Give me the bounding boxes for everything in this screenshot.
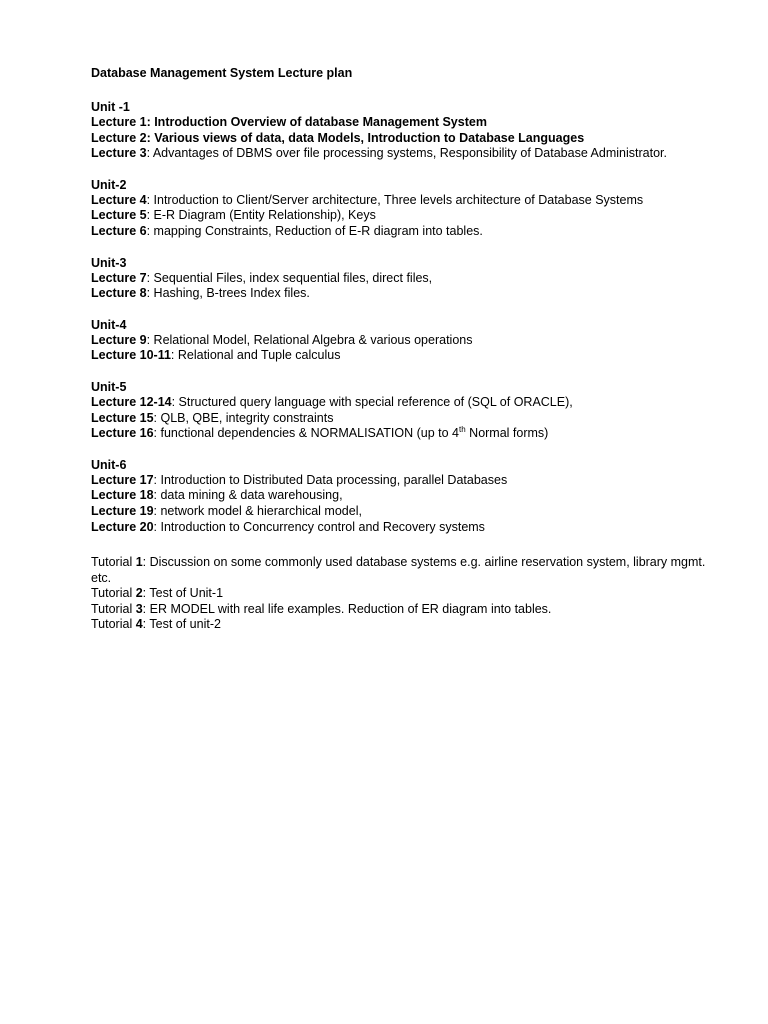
- lecture-line: [91, 224, 711, 240]
- lecture-description: : data mining & data warehousing,: [153, 488, 343, 503]
- lecture-line: [91, 146, 711, 162]
- unit-section: [91, 317, 711, 364]
- lecture-line: [91, 473, 711, 489]
- tutorial-prefix: Tutorial: [91, 601, 136, 616]
- lecture-label: Lecture 3: [91, 146, 147, 161]
- lecture-line: [91, 426, 711, 442]
- tutorial-number: 2: [135, 586, 143, 601]
- unit-section: [91, 177, 711, 240]
- lecture-label: Lecture 17: [91, 472, 154, 487]
- tutorial-number: 1: [135, 555, 143, 570]
- tutorial-prefix: Tutorial: [91, 555, 136, 570]
- tutorial-prefix: Tutorial: [91, 586, 136, 601]
- lecture-line: [91, 520, 711, 536]
- lecture-line: [91, 395, 711, 411]
- lecture-line: [91, 271, 711, 287]
- unit-section: [91, 99, 711, 162]
- lecture-label: Lecture 10-11: [91, 348, 171, 363]
- lecture-line: [91, 348, 711, 364]
- lecture-description: : Introduction to Distributed Data processing, parallel Databases: [153, 472, 508, 487]
- lecture-description: : Introduction to Client/Server architecture, Three levels architecture of Database Systems: [146, 192, 644, 207]
- unit-heading: Unit-2: [91, 177, 127, 192]
- lecture-line: [91, 115, 711, 131]
- lecture-description: : mapping Constraints, Reduction of E-R diagram into tables.: [146, 223, 483, 238]
- lecture-label: Lecture 9: [91, 332, 147, 347]
- ordinal-superscript: th: [459, 424, 466, 434]
- lecture-label: Lecture 8: [91, 286, 147, 301]
- lecture-label: Lecture 12-14: [91, 394, 172, 409]
- tutorial-line: [91, 617, 711, 633]
- tutorial-description: : Test of Unit-1: [142, 586, 224, 601]
- lecture-line: [91, 488, 711, 504]
- lecture-description: : Advantages of DBMS over file processing systems, Responsibility of Database Administrator.: [146, 146, 667, 161]
- tutorial-number: 3: [135, 601, 143, 616]
- lecture-label: Lecture 20: [91, 519, 154, 534]
- lecture-description: : Relational and Tuple calculus: [170, 348, 341, 363]
- unit-heading: Unit-6: [91, 457, 127, 472]
- lecture-description: : Relational Model, Relational Algebra & various operations: [146, 332, 473, 347]
- unit-section: [91, 457, 711, 535]
- lecture-description: : E-R Diagram (Entity Relationship), Keys: [146, 208, 376, 223]
- lecture-description-tail: Normal forms): [465, 426, 549, 441]
- document-title: Database Management System Lecture plan: [91, 66, 353, 80]
- tutorial-description: : Test of unit-2: [142, 617, 221, 632]
- lecture-line: [91, 411, 711, 427]
- lecture-description: : Introduction to Concurrency control and Recovery systems: [153, 519, 485, 534]
- tutorial-line: [91, 555, 711, 586]
- tutorial-prefix: Tutorial: [91, 617, 136, 632]
- lecture-label: Lecture 7: [91, 270, 147, 285]
- lecture-label: Lecture 2: Various views of data, data Models, Introduction to Database Languages: [91, 130, 585, 145]
- lecture-description: : Structured query language with special reference of (SQL of ORACLE),: [171, 394, 573, 409]
- unit-heading: Unit-3: [91, 255, 127, 270]
- lecture-label: Lecture 15: [91, 410, 154, 425]
- unit-section: [91, 379, 711, 442]
- lecture-line: [91, 286, 711, 302]
- lecture-description: : network model & hierarchical model,: [153, 503, 362, 518]
- unit-heading: Unit-4: [91, 317, 127, 332]
- tutorials-section: [91, 555, 711, 633]
- lecture-label: Lecture 4: [91, 192, 147, 207]
- lecture-label: Lecture 1: Introduction Overview of database Management System: [91, 115, 487, 129]
- lecture-label: Lecture 18: [91, 488, 154, 503]
- lecture-line: [91, 193, 711, 209]
- lecture-label: Lecture 19: [91, 503, 154, 518]
- lecture-line: [91, 208, 711, 224]
- lecture-label: Lecture 6: [91, 223, 147, 238]
- units-container: [91, 99, 711, 535]
- lecture-line: [91, 333, 711, 349]
- unit-section: [91, 255, 711, 302]
- tutorial-description: : ER MODEL with real life examples. Reduction of ER diagram into tables.: [142, 601, 552, 616]
- lecture-description: : functional dependencies & NORMALISATION (up to 4: [153, 426, 460, 441]
- lecture-description: : QLB, QBE, integrity constraints: [153, 410, 334, 425]
- lecture-line: [91, 504, 711, 520]
- lecture-description: : Sequential Files, index sequential files, direct files,: [146, 270, 433, 285]
- tutorial-line: [91, 602, 711, 618]
- document-body: [91, 65, 711, 633]
- tutorial-number: 4: [135, 617, 143, 632]
- unit-heading: Unit-5: [91, 379, 127, 394]
- tutorial-description: : Discussion on some commonly used database systems e.g. airline reservation system, library mgmt. etc.: [91, 555, 706, 585]
- lecture-label: Lecture 16: [91, 426, 154, 441]
- lecture-label: Lecture 5: [91, 208, 147, 223]
- tutorial-line: [91, 586, 711, 602]
- unit-heading: Unit -1: [91, 100, 130, 114]
- lecture-description: : Hashing, B-trees Index files.: [146, 286, 310, 301]
- lecture-line: [91, 131, 711, 147]
